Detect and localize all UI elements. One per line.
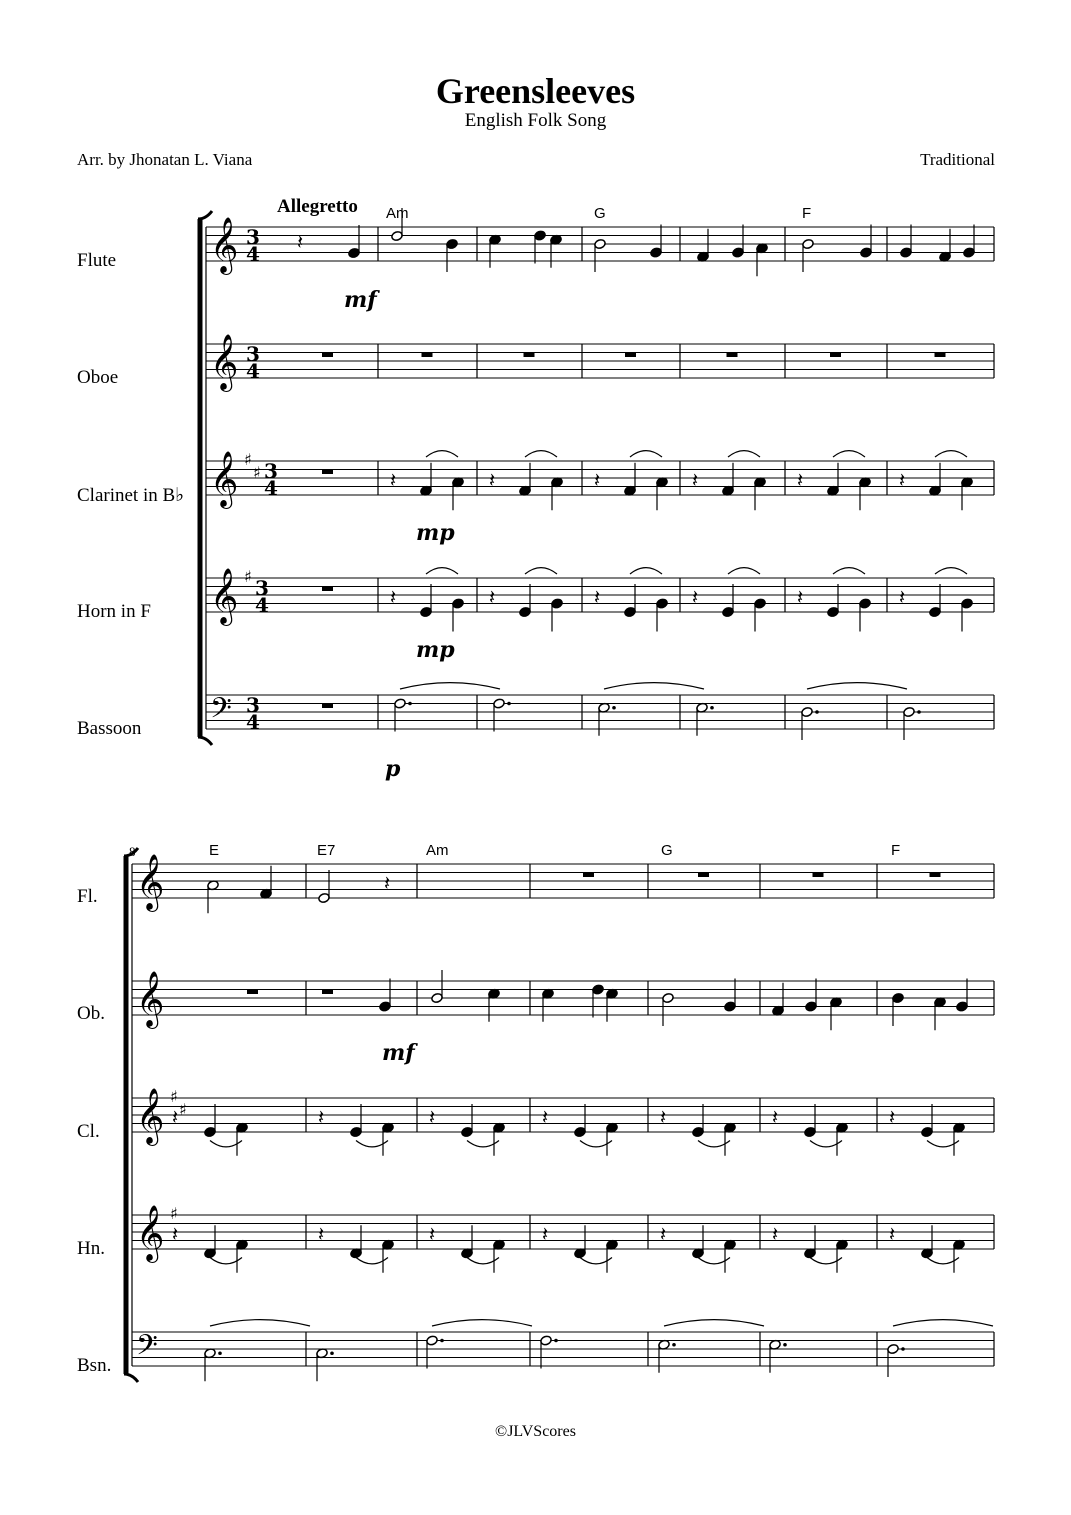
time-signature-numerator: 3	[246, 342, 260, 366]
quarter-rest-icon: 𝄽	[772, 1105, 779, 1129]
whole-rest-icon	[698, 873, 709, 878]
instrument-name-horn: Horn in F	[77, 601, 151, 622]
time-signature-denominator: 4	[246, 710, 260, 734]
dot	[783, 1343, 787, 1347]
score-title: Greensleeves	[435, 71, 636, 111]
sharp-icon: ♯	[179, 1100, 187, 1119]
instrument-short-horn: Hn.	[77, 1238, 105, 1259]
quarter-rest-icon: 𝄽	[889, 1105, 896, 1129]
dynamic-marking: mp	[416, 637, 455, 663]
whole-rest-icon	[524, 353, 535, 358]
composer-credit: Traditional	[920, 150, 995, 169]
note-head	[519, 606, 532, 617]
note-head	[900, 247, 913, 258]
treble-clef-icon: 𝄞	[210, 568, 239, 624]
note-head	[963, 247, 976, 258]
slur	[604, 683, 704, 689]
treble-clef-icon: 𝄞	[210, 334, 239, 390]
dynamic-marking: p	[385, 756, 401, 782]
quarter-rest-icon: 𝄽	[660, 1105, 667, 1129]
whole-rest-icon	[830, 353, 841, 358]
whole-rest-icon	[625, 353, 636, 358]
dot	[554, 1339, 558, 1343]
quarter-rest-icon: 𝄽	[172, 1222, 179, 1246]
slur	[893, 1320, 993, 1326]
note-head	[318, 892, 331, 903]
quarter-rest-icon: 𝄽	[797, 585, 804, 609]
slur	[426, 451, 458, 457]
instrument-name-clarinet: Clarinet in B♭	[77, 485, 185, 506]
time-signature-numerator: 3	[246, 225, 260, 249]
whole-rest-icon	[727, 353, 738, 358]
quarter-rest-icon: 𝄽	[318, 1105, 325, 1129]
slur	[833, 568, 865, 574]
note-head	[394, 698, 407, 709]
treble-clef-icon: 𝄞	[210, 217, 239, 273]
chord-symbol: G	[594, 205, 606, 222]
time-signature-numerator: 3	[255, 576, 269, 600]
chord-symbol: F	[802, 205, 812, 222]
sharp-icon: ♯	[170, 1204, 178, 1223]
treble-clef-icon: 𝄞	[136, 971, 165, 1027]
quarter-rest-icon: 𝄽	[390, 585, 397, 609]
note-head	[650, 247, 663, 258]
bass-clef-icon: 𝄢	[136, 1329, 158, 1369]
note-head	[860, 247, 873, 258]
dot	[612, 706, 616, 710]
quarter-rest-icon: 𝄽	[429, 1105, 436, 1129]
sharp-icon: ♯	[170, 1087, 178, 1106]
chord-symbol: Am	[386, 205, 409, 222]
slur	[630, 568, 662, 574]
instrument-name-oboe: Oboe	[77, 367, 119, 388]
slur	[807, 683, 907, 689]
chord-symbol: Am	[426, 842, 449, 859]
whole-rest-icon	[322, 470, 333, 475]
note-head	[802, 238, 815, 249]
time-signature-numerator: 3	[264, 459, 278, 483]
dot	[815, 710, 819, 714]
whole-rest-icon	[322, 587, 333, 592]
time-signature-denominator: 4	[246, 242, 260, 266]
treble-clef-icon: 𝄞	[136, 854, 165, 910]
quarter-rest-icon: 𝄽	[390, 468, 397, 492]
dot	[408, 702, 412, 706]
note-head	[461, 1126, 474, 1137]
score-subtitle: English Folk Song	[464, 110, 607, 131]
note-head	[348, 247, 361, 258]
note-head	[624, 606, 637, 617]
chord-symbol: E7	[317, 842, 336, 859]
chord-symbol: G	[661, 842, 673, 859]
whole-rest-icon	[583, 873, 594, 878]
quarter-rest-icon: 𝄽	[692, 468, 699, 492]
quarter-rest-icon: 𝄽	[489, 585, 496, 609]
time-signature-denominator: 4	[246, 359, 260, 383]
note-head	[961, 598, 974, 609]
note-head	[452, 598, 465, 609]
time-signature-denominator: 4	[255, 593, 269, 617]
slur	[833, 451, 865, 457]
note-head	[350, 1126, 363, 1137]
note-head	[391, 230, 404, 241]
quarter-rest-icon: 𝄽	[797, 468, 804, 492]
publisher-name: JLVScores	[507, 1423, 576, 1440]
slur	[525, 568, 557, 574]
quarter-rest-icon: 𝄽	[899, 468, 906, 492]
tempo-marking: Allegretto	[277, 196, 358, 217]
note-head	[379, 1001, 392, 1012]
dynamic-marking: mp	[416, 520, 455, 546]
note-head	[887, 1343, 900, 1354]
whole-rest-icon	[322, 990, 333, 995]
note-head	[420, 606, 433, 617]
measure-number: 8	[129, 844, 136, 859]
chord-symbol: F	[891, 842, 901, 859]
note-head	[493, 698, 506, 709]
whole-rest-icon	[322, 353, 333, 358]
sharp-icon: ♯	[244, 450, 252, 469]
whole-rest-icon	[930, 873, 941, 878]
note-head	[892, 992, 905, 1003]
dot	[440, 1339, 444, 1343]
quarter-rest-icon: 𝄽	[318, 1222, 325, 1246]
note-head	[827, 606, 840, 617]
quarter-rest-icon: 𝄽	[899, 585, 906, 609]
dot	[507, 702, 511, 706]
sharp-icon: ♯	[253, 463, 261, 482]
quarter-rest-icon: 𝄽	[172, 1105, 179, 1129]
instrument-short-flute: Fl.	[77, 886, 98, 907]
treble-clef-icon: 𝄞	[210, 451, 239, 507]
slur	[935, 451, 967, 457]
whole-rest-icon	[322, 704, 333, 709]
dot	[672, 1343, 676, 1347]
copyright-icon: ©	[495, 1423, 508, 1440]
dot	[917, 710, 921, 714]
whole-rest-icon	[422, 353, 433, 358]
dot	[330, 1351, 334, 1355]
note-head	[656, 598, 669, 609]
note-head	[540, 1335, 553, 1346]
whole-rest-icon	[935, 353, 946, 358]
note-head	[754, 598, 767, 609]
dot	[901, 1347, 905, 1351]
quarter-rest-icon: 𝄽	[660, 1222, 667, 1246]
dot	[218, 1351, 222, 1355]
slur	[432, 1320, 532, 1326]
note-head	[534, 230, 547, 241]
note-head	[801, 706, 814, 717]
note-head	[956, 1001, 969, 1012]
bass-clef-icon: 𝄢	[210, 692, 232, 732]
quarter-rest-icon: 𝄽	[594, 468, 601, 492]
dot	[710, 706, 714, 710]
note-head	[722, 606, 735, 617]
quarter-rest-icon: 𝄽	[542, 1222, 549, 1246]
slur	[630, 451, 662, 457]
slur	[935, 568, 967, 574]
note-head	[732, 247, 745, 258]
quarter-rest-icon: 𝄽	[594, 585, 601, 609]
staff-lines	[124, 211, 994, 1382]
time-signature-numerator: 3	[246, 693, 260, 717]
note-head	[724, 1001, 737, 1012]
quarter-rest-icon: 𝄽	[542, 1105, 549, 1129]
slur	[664, 1320, 764, 1326]
note-head	[804, 1126, 817, 1137]
treble-clef-icon: 𝄞	[136, 1205, 165, 1261]
note-head	[592, 984, 605, 995]
note-head	[431, 992, 444, 1003]
instrument-name-flute: Flute	[77, 250, 117, 271]
treble-clef-icon: 𝄞	[136, 1088, 165, 1144]
chord-symbol: E	[209, 842, 220, 859]
note-head	[692, 1126, 705, 1137]
dynamic-marking: mf	[382, 1040, 415, 1066]
slur	[210, 1320, 310, 1326]
sharp-icon: ♯	[244, 567, 252, 586]
quarter-rest-icon: 𝄽	[297, 230, 304, 254]
instrument-short-bassoon: Bsn.	[77, 1355, 112, 1376]
instrument-short-oboe: Ob.	[77, 1003, 105, 1024]
slur	[426, 568, 458, 574]
note-head	[929, 606, 942, 617]
note-heads	[172, 208, 993, 1381]
note-head	[551, 598, 564, 609]
arranger-credit: Arr. by Jhonatan L. Viana	[77, 150, 253, 169]
quarter-rest-icon: 𝄽	[429, 1222, 436, 1246]
note-head	[903, 706, 916, 717]
slur	[728, 568, 760, 574]
quarter-rest-icon: 𝄽	[692, 585, 699, 609]
instrument-short-clarinet: Cl.	[77, 1121, 100, 1142]
note-head	[662, 992, 675, 1003]
note-head	[574, 1126, 587, 1137]
quarter-rest-icon: 𝄽	[489, 468, 496, 492]
bracket-hook	[124, 1374, 138, 1382]
note-head	[204, 1126, 217, 1137]
quarter-rest-icon: 𝄽	[384, 871, 391, 895]
quarter-rest-icon: 𝄽	[889, 1222, 896, 1246]
whole-rest-icon	[813, 873, 824, 878]
slur	[728, 451, 760, 457]
instrument-name-bassoon: Bassoon	[77, 718, 142, 739]
note-head	[446, 238, 459, 249]
score-labels	[129, 205, 900, 1066]
quarter-rest-icon: 𝄽	[772, 1222, 779, 1246]
time-signature-denominator: 4	[264, 476, 278, 500]
whole-rest-icon	[247, 990, 258, 995]
note-head	[859, 598, 872, 609]
note-head	[594, 238, 607, 249]
bracket-hook	[198, 737, 212, 745]
dynamic-marking: mf	[344, 287, 377, 313]
note-head	[426, 1335, 439, 1346]
slur	[400, 683, 500, 689]
note-head	[921, 1126, 934, 1137]
slur	[525, 451, 557, 457]
note-head	[805, 1001, 818, 1012]
